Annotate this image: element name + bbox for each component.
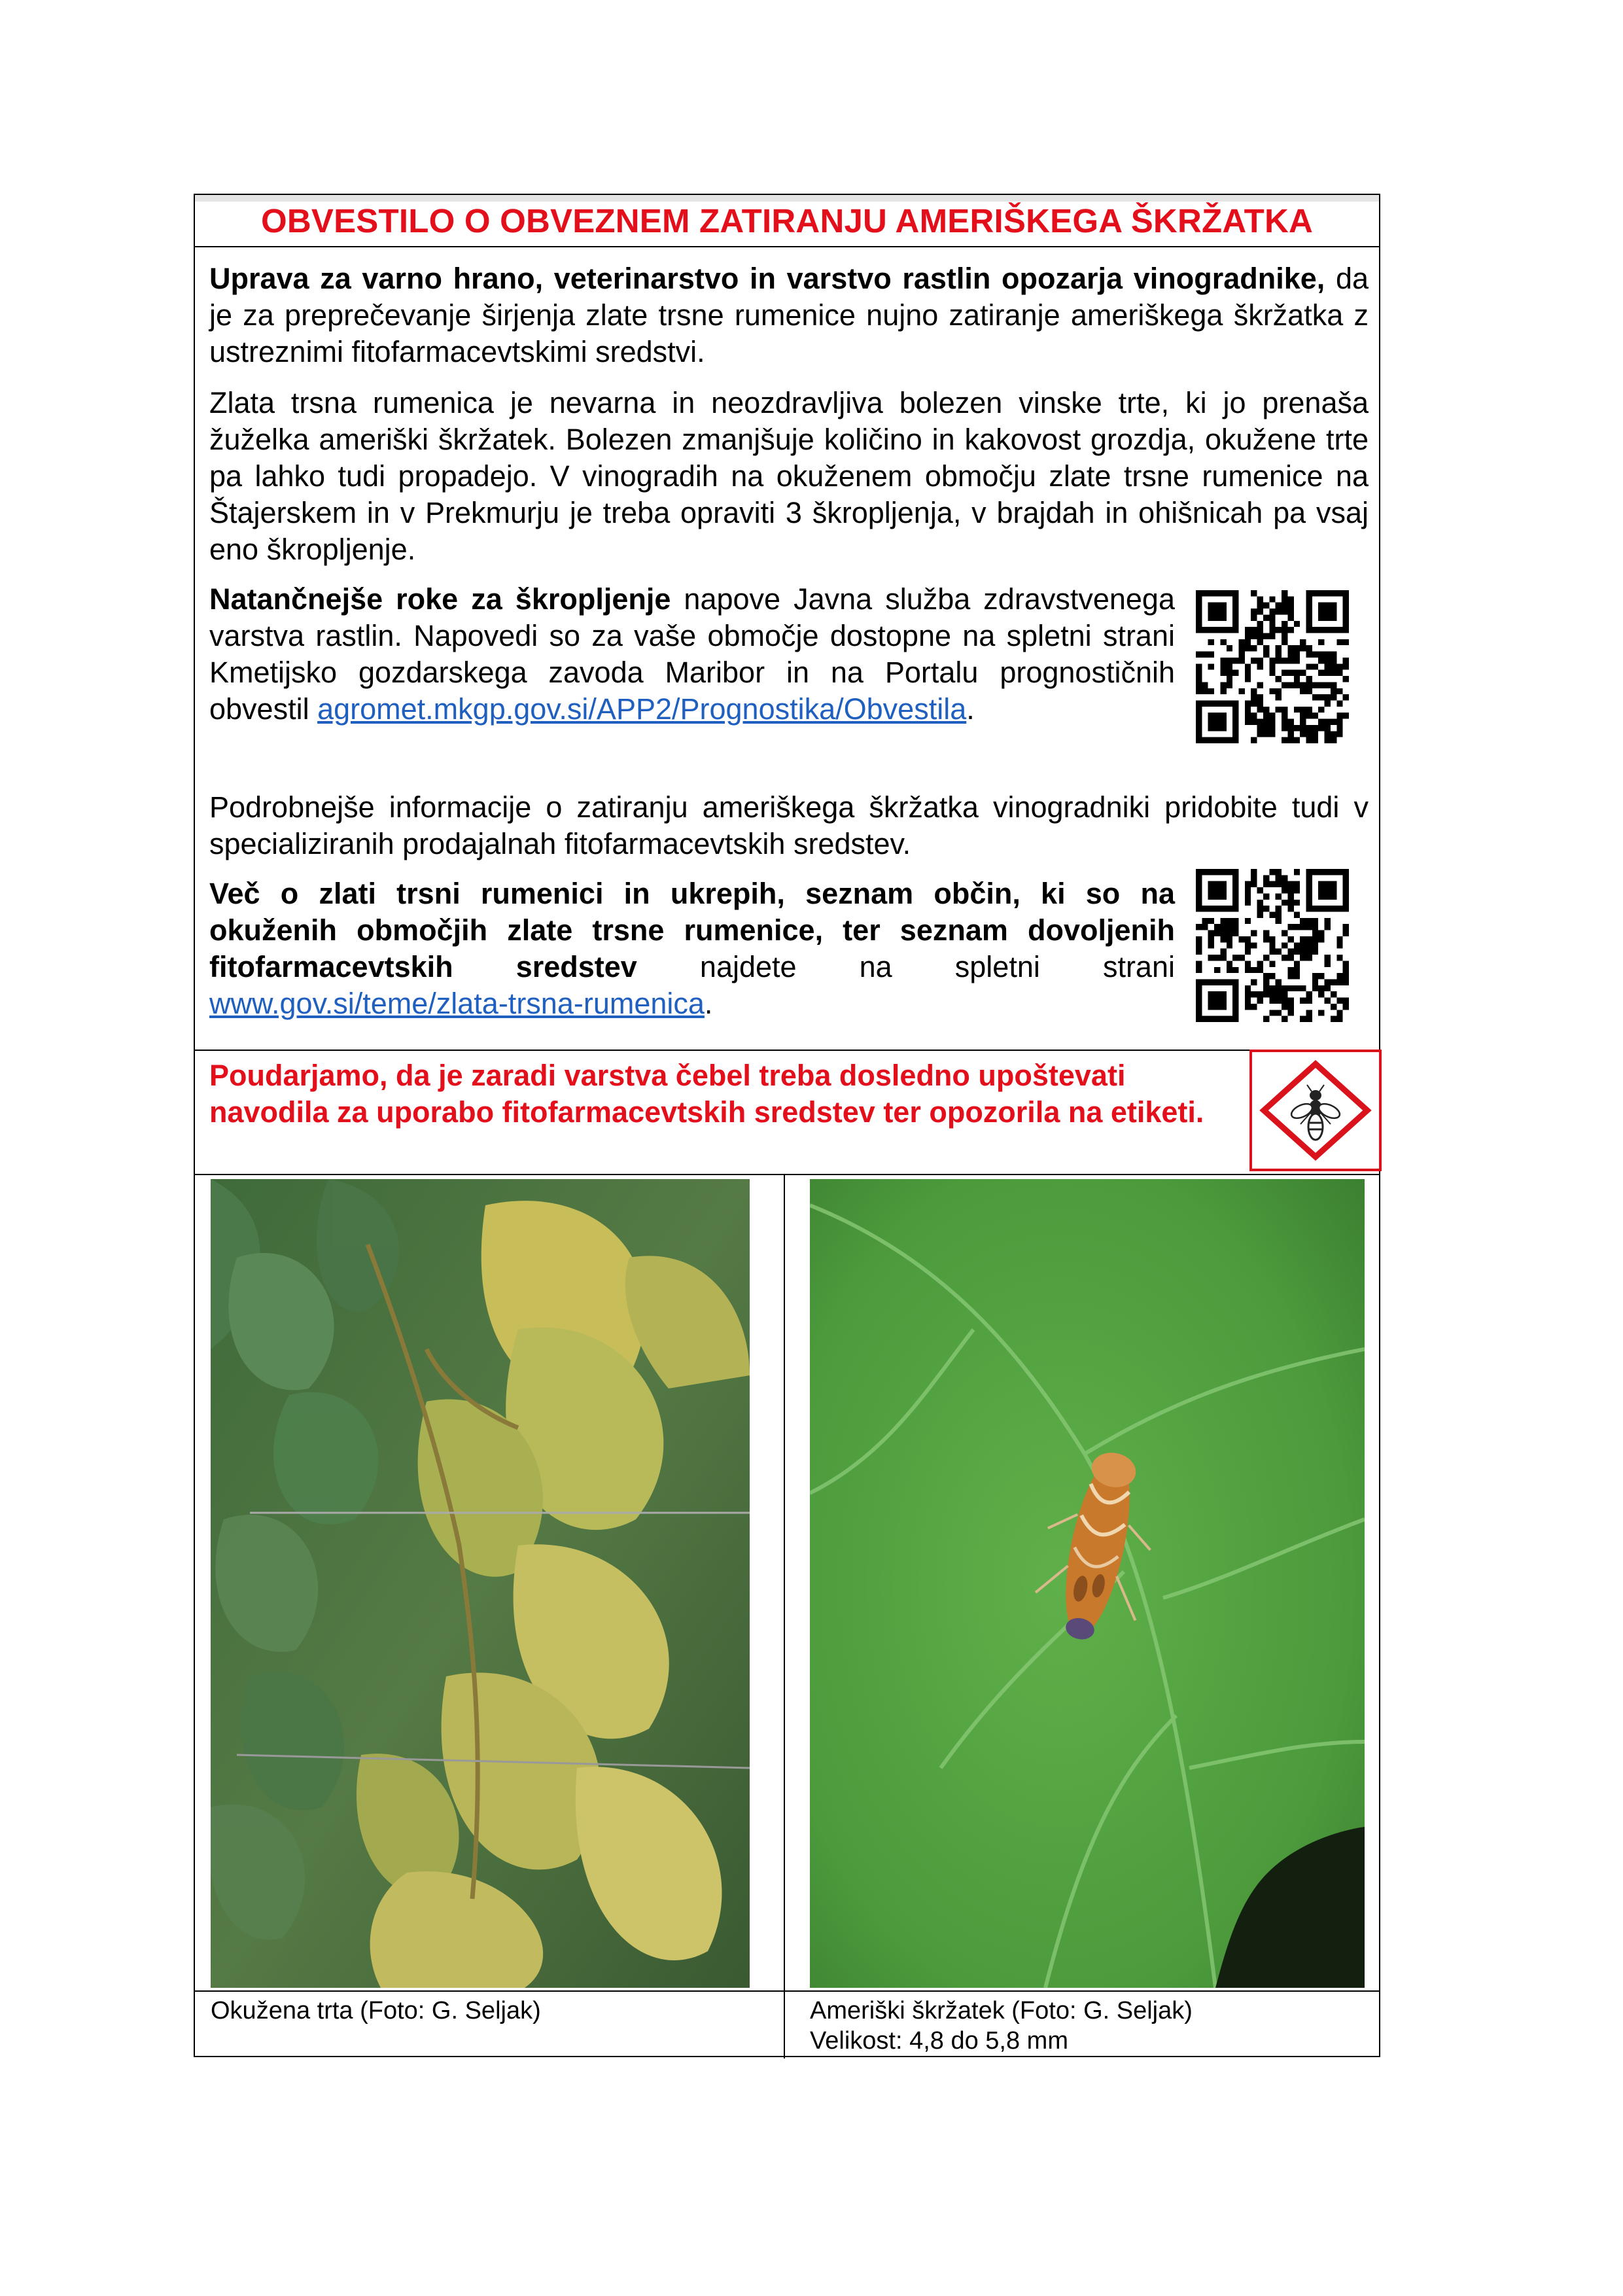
- paragraph-spraying: Natančnejše roke za škropljenje napove Javna služba zdravstvenega varstva rastlin. Napovedi so za vaše območje dostopne na spletni strani Kmetijsko gozdarskega zavoda Maribor in na Portalu prognostičnih obvestil agromet.mkgp.gov.si/APP2/Prognostika/Obvestila.: [209, 582, 1175, 726]
- divider: [195, 1050, 1379, 1051]
- bee-warning: Poudarjamo, da je zaradi varstva čebel treba dosledno upoštevati navodila za uporabo fitofarmacevtskih sredstev ter opozorila na etiketi.: [209, 1059, 1204, 1129]
- title-band: [195, 195, 1379, 246]
- left-caption: Okužena trta (Foto: G. Seljak): [211, 1997, 541, 2024]
- paragraph-disease: Zlata trsna rumenica je nevarna in neozdravljiva bolezen vinske trte, ki jo prenaša žuželka ameriški škržatek. Bolezen zmanjšuje količino in kakovost grozdja, okužene trte pa lahko tudi propadejo. V vinogradih na okuženem območju zlate trsne rumenice na Štajerskem in v Prekmurju je treba opraviti 3 škropljenja, v brajdah in ohišnicah pa vsaj eno škropljenje.: [209, 386, 1369, 566]
- right-caption: Ameriški škržatek (Foto: G. Seljak): [810, 1997, 1193, 2024]
- notice-title: OBVESTILO O OBVEZNEM ZATIRANJU AMERIŠKEGA ŠKRŽATKA: [260, 202, 1314, 239]
- authority-name: Uprava za varno hrano, veterinarstvo in varstvo rastlin opozarja vinogradnike,: [209, 262, 1325, 295]
- qr-code-icon[interactable]: [1196, 590, 1349, 743]
- divider: [784, 1174, 785, 2058]
- gov-si-link[interactable]: www.gov.si/teme/zlata-trsna-rumenica: [209, 987, 705, 1020]
- divider: [195, 246, 1379, 247]
- divider: [195, 1174, 1379, 1175]
- hazard-box: [1249, 1050, 1382, 1171]
- notice-sheet: [194, 194, 1380, 2057]
- paragraph-more-info: Več o zlati trsni rumenici in ukrepih, seznam občin, ki so na okuženih območjih zlate trsne rumenice, ter seznam dovoljenih fitofarmacevtskih sredstev najdete na spletni strani www.gov.si/teme/zlata-trsna-rumenica.: [209, 877, 1175, 1020]
- leafhopper-photo: [810, 1179, 1365, 1988]
- size-caption: Velikost: 4,8 do 5,8 mm: [810, 2027, 1068, 2055]
- divider: [195, 1990, 1379, 1992]
- infected-vine-photo: [211, 1179, 750, 1988]
- prognostika-link[interactable]: agromet.mkgp.gov.si/APP2/Prognostika/Obvestila: [317, 692, 967, 726]
- qr-code-icon[interactable]: [1196, 869, 1349, 1022]
- bee-hazard-icon: [1252, 1052, 1379, 1169]
- paragraph-authority: Uprava za varno hrano, veterinarstvo in varstvo rastlin opozarja vinogradnike, da je za preprečevanje širjenja zlate trsne rumenice nujno zatiranje ameriškega škržatka z ustreznimi fitofarmacevtskimi sredstvi.: [209, 262, 1369, 368]
- paragraph-shops: Podrobnejše informacije o zatiranju ameriškega škržatka vinogradniki pridobite tudi v specializiranih prodajalnah fitofarmacevtskih sredstev.: [209, 790, 1369, 860]
